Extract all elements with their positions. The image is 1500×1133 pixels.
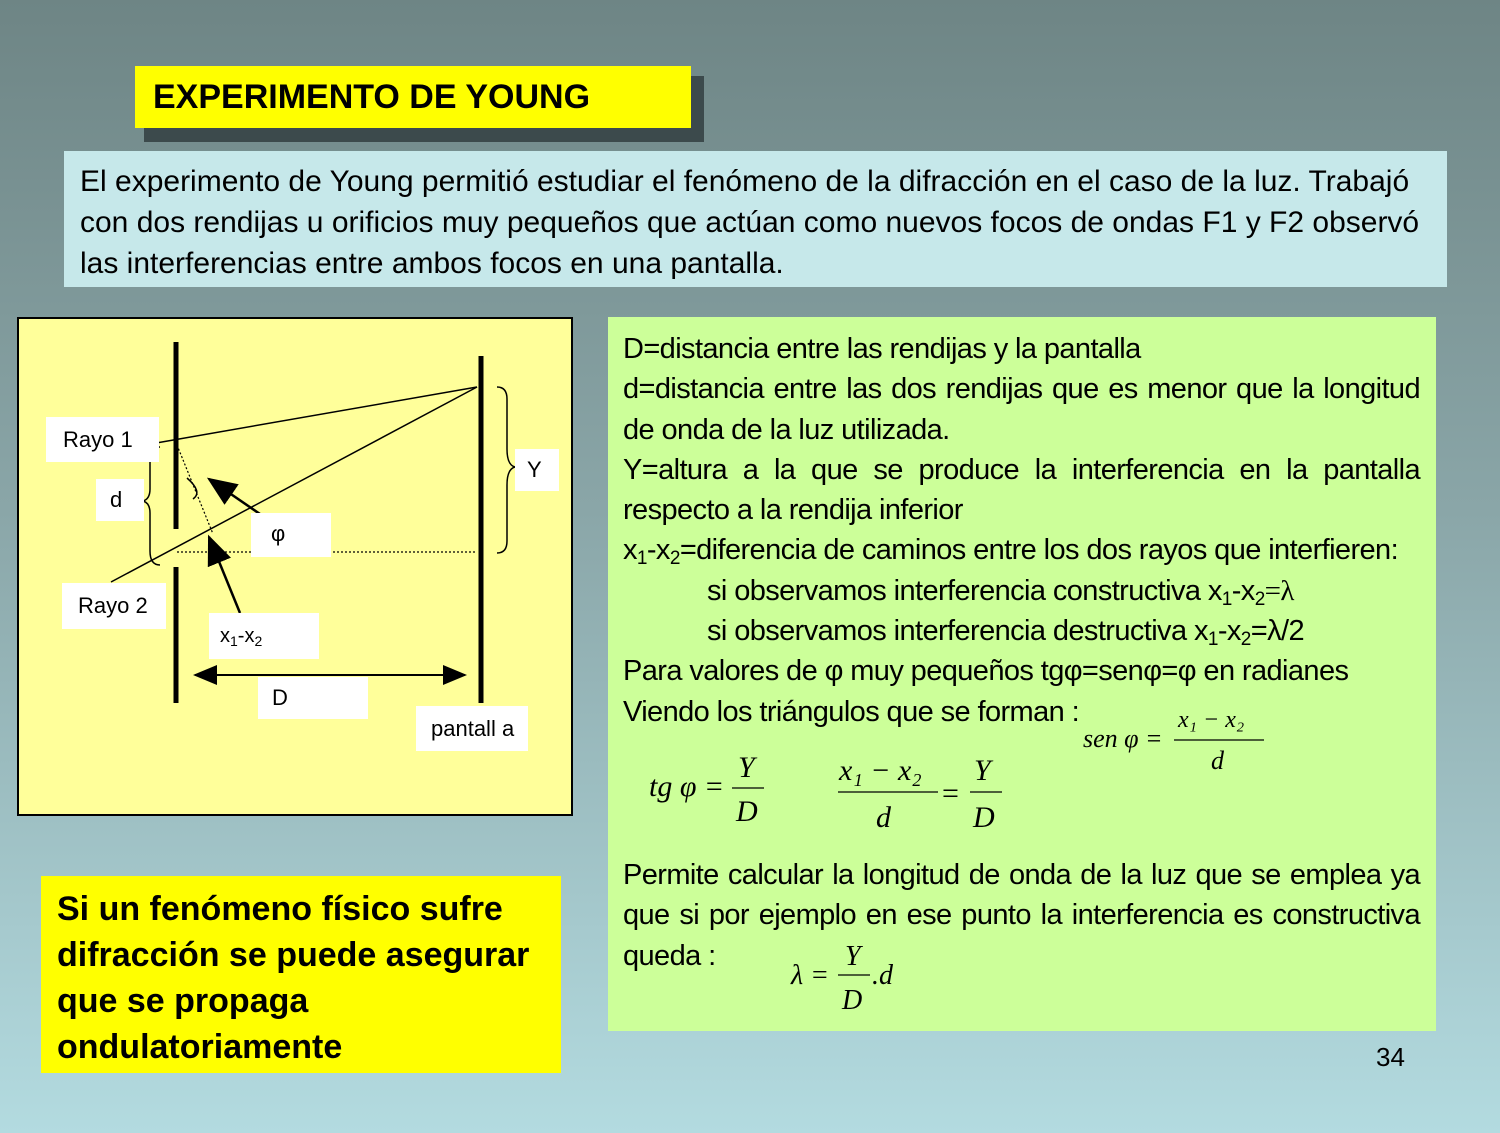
ray-1 [139, 387, 477, 446]
young-diagram [17, 317, 573, 816]
tg-num: Y [738, 751, 755, 784]
xdiff-mid: -x [237, 625, 255, 647]
d-brace [143, 447, 160, 565]
slide-title: EXPERIMENTO DE YOUNG [135, 66, 691, 128]
eq-den: d [876, 801, 891, 834]
tg-lhs: tg φ = [649, 770, 725, 803]
label-rayo-2: Rayo 2 [62, 583, 166, 629]
xdiff-x: x [220, 625, 230, 647]
angle-arc [187, 478, 197, 499]
eq-den2: D [973, 801, 995, 834]
xdiff-sub2: 2 [254, 633, 263, 649]
label-phi: φ [251, 513, 331, 557]
eq-sign: = [942, 777, 959, 810]
path-diff-dotted [177, 445, 213, 534]
sen-den: d [1211, 746, 1224, 775]
page-number: 34 [1376, 1042, 1405, 1072]
note-d: d=distancia entre las dos rendijas que es menor que la longitud de onda de la luz utilizada. [623, 373, 1420, 446]
sen-lhs: sen φ = [1083, 724, 1163, 753]
intro-text: El experimento de Young permitió estudiar el fenómeno de la difracción en el caso de la luz. Trabajó con dos rendijas u orificios muy pequeños que actúan como nuevos focos de ondas F1 y F2 observó las interferencias entre ambos focos en una pantalla. [64, 151, 1447, 287]
lambda-tail: .d [872, 960, 893, 991]
formula-tg [644, 747, 794, 827]
xdiff-arrow [209, 537, 240, 613]
note-constructive: si observamos interferencia constructiva $x_1-x_2=\lambda$ [707, 574, 1294, 610]
eq-num2: Y [974, 754, 991, 787]
lambda-lhs: λ = [791, 960, 830, 991]
formula-lambda [788, 937, 938, 1017]
formula-equality [834, 747, 1034, 837]
label-rayo-1: Rayo 1 [46, 417, 159, 462]
tg-den: D [736, 795, 758, 827]
formula-sen [1078, 705, 1278, 775]
label-d: d [96, 479, 144, 521]
note-triangles: Viendo los triángulos que se forman : [623, 695, 1080, 728]
lambda-den: D [842, 985, 863, 1016]
label-Y: Y [515, 449, 559, 491]
note-conclusion: Permite calcular la longitud de onda de la luz que se emplea ya que si por ejemplo en ese punto la interferencia es constructiva queda : [623, 859, 1420, 972]
note-small-angle: Para valores de φ muy pequeños tgφ=senφ=φ en radianes [623, 655, 1349, 688]
conclusion-callout: Si un fenómeno físico sufre difracción se puede asegurar que se propaga ondulatoriamente [41, 876, 561, 1073]
label-D: D [258, 677, 368, 719]
label-pantalla: pantall a [416, 706, 528, 751]
note-destructive: si observamos interferencia destructiva $x_1-x_2=\lambda/2$ [707, 615, 1304, 651]
note-D: D=distancia entre las rendijas y la pantalla [623, 333, 1141, 365]
explanation-panel [608, 317, 1436, 1031]
note-Y: Y=altura a la que se produce la interferencia en la pantalla respecto a la rendija inferior [623, 453, 1420, 527]
note-path-diff: $x_1-x_2=diferencia$ de caminos entre los dos rayos que interfieren: [623, 534, 1399, 570]
lambda-num: Y [845, 941, 861, 972]
xdiff-sub1: 1 [230, 633, 238, 649]
Y-brace [497, 387, 515, 553]
sen-num: x₁ − x₂ [1178, 707, 1245, 733]
label-x-diff [209, 613, 319, 659]
eq-num: x₁ − x₂ [839, 754, 922, 787]
